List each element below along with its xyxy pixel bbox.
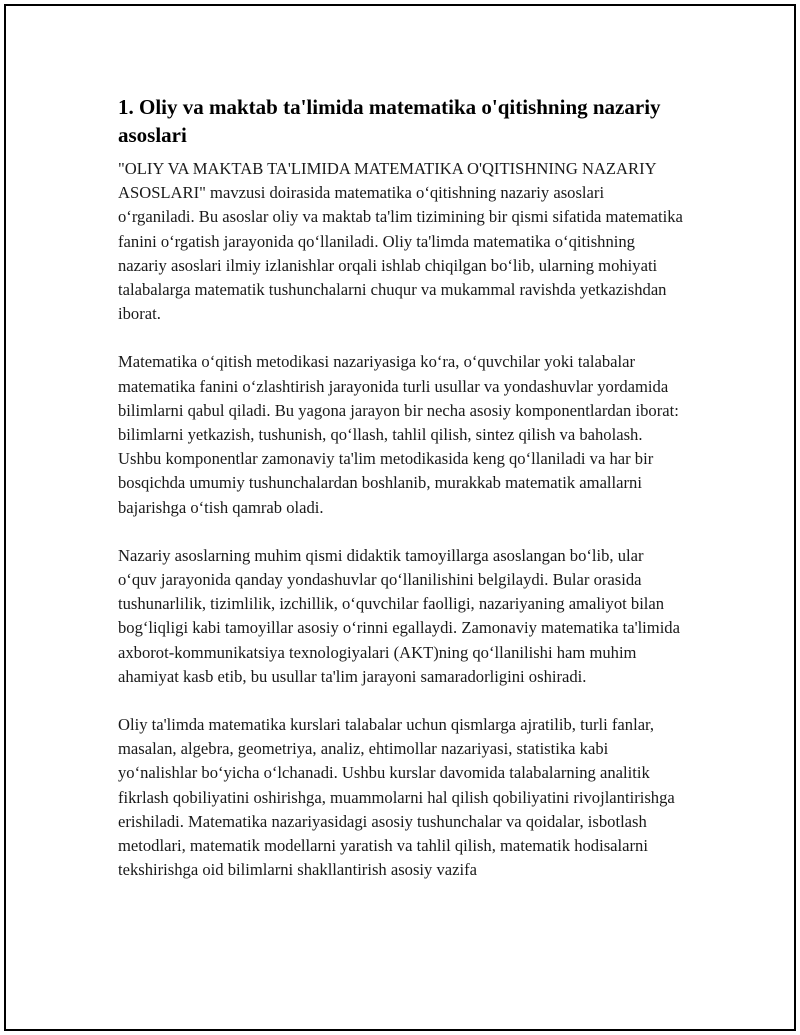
paragraph-4: Oliy ta'limda matematika kurslari talabalar uchun qismlarga ajratilib, turli fanlar, masalan, algebra, geometriya, analiz, ehtimollar nazariyasi, statistika kabi yo‘nalishlar bo‘yicha o‘lchanadi. Ushbu kurslar davomida talabalarning analitik fikrlash qobiliyatini oshirishga, muammolarni hal qilish qobiliyatini rivojlantirishga erishiladi. Matematika nazariyasidagi asosiy tushunchalar va qoidalar, isbotlash metodlari, matematik modellarni yaratish va tahlil qilish, matematik hodisalarni tekshirishga oid bilimlarni shakllantirish asosiy vazifa bbox=[118, 715, 675, 880]
section-heading: 1. Oliy va maktab ta'limida matematika o'qitishning nazariy asoslari bbox=[118, 95, 661, 147]
paragraph-2: Matematika o‘qitish metodikasi nazariyasiga ko‘ra, o‘quvchilar yoki talabalar matematika fanini o‘zlashtirish jarayonida turli usullar va yondashuvlar yordamida bilimlarni qabul qiladi. Bu yagona jarayon bir necha asosiy komponentlardan iborat: bilimlarni yetkazish, tushunish, qo‘llash, tahlil qilish, sintez qilish va baholash. Ushbu komponentlar zamonaviy ta'lim metodikasida keng qo‘llaniladi va har bir bosqichda umumiy tushunchalardan boshlanib, murakkab matematik amallarni bajarishga o‘tish qamrab oladi. bbox=[118, 352, 679, 517]
paragraph-1: "OLIY VA MAKTAB TA'LIMIDA MATEMATIKA O'QITISHNING NAZARIY ASOSLARI" mavzusi doirasida matematika o‘qitishning nazariy asoslari o‘rganiladi. Bu asoslar oliy va maktab ta'lim tizimining bir qismi sifatida matematika fanini o‘rgatish jarayonida qo‘llaniladi. Oliy ta'limda matematika o‘qitishning nazariy asoslari ilmiy izlanishlar orqali ishlab chiqilgan bo‘lib, ularning mohiyati talabalarga matematik tushunchalarni chuqur va mukammal ravishda yetkazishdan iborat. bbox=[118, 159, 683, 324]
paragraph-3: Nazariy asoslarning muhim qismi didaktik tamoyillarga asoslangan bo‘lib, ular o‘quv jarayonida qanday yondashuvlar qo‘llanilishini belgilaydi. Bular orasida tushunarlilik, tizimlilik, izchillik, o‘quvchilar faolligi, nazariyaning amaliyot bilan bog‘liqligi kabi tamoyillar asosiy o‘rinni egallaydi. Zamonaviy matematika ta'limida axborot-kommunikatsiya texnologiyalari (AKT)ning qo‘llanilishi ham muhim ahamiyat kasb etib, bu usullar ta'lim jarayoni samaradorligini oshiradi. bbox=[118, 545, 680, 686]
document-body bbox=[118, 93, 684, 906]
